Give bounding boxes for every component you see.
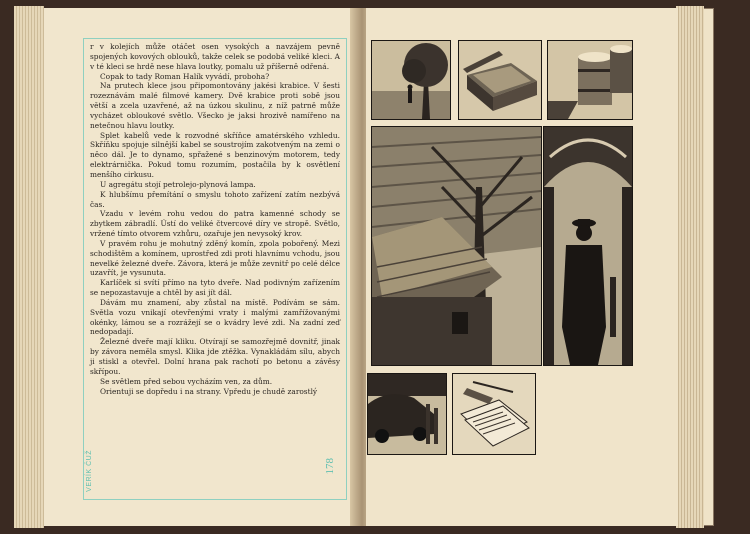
illustration-barrels-scene	[547, 40, 633, 120]
paragraph: Orientuji se dopředu i na strany. Vpředu je chudě zarostlý	[100, 386, 318, 396]
paragraph: Splet kabelů vede k rozvodné skříňce amatérského vzhledu. Skříňku spojuje silnější kabel se soustrojím zakotveným na zemi o něco dál. Je to dynamo, spřažené s benzinovým motorem, tedy elektrárnička. Pokud tomu rozumím, postačila by k osvětlení menšího cirkusu.	[90, 130, 340, 179]
paragraph: Železné dveře mají kliku. Otvírají se samozřejmě dovnitř, jinak by závora neměla smysl. Klika jde ztěžka. Vynakládám sílu, abych ji stiskl a otevřel. Dolní hrana pak rachotí po betonu a závěsy skřípou.	[90, 337, 340, 376]
illustration-storm-house-scene	[371, 126, 542, 366]
illustration-car-scene	[367, 373, 447, 455]
side-running-label: VERÍK ČUŽ	[86, 450, 93, 492]
illustration-crate-scene	[458, 40, 542, 120]
paragraph: Vzadu v levém rohu vedou do patra kamenné schody se zbytkem zábradlí. Ústí do veliké čtvercové díry ve stropě. Světlo, vržené tímto otvorem vzhůru, ozařuje jen nevysoký krov.	[90, 209, 340, 239]
illustration-tree-scene	[371, 40, 451, 120]
car-scene-picture	[368, 374, 446, 454]
illustration-silhouette-gate-scene	[543, 126, 633, 366]
paragraph: Se světlem před sebou vycházím ven, za dům.	[100, 376, 273, 386]
page-edges-right	[676, 6, 704, 528]
barrels-scene-picture	[548, 41, 632, 119]
crate-scene-picture	[459, 41, 541, 119]
silhouette-gate-scene-picture	[544, 127, 632, 365]
paragraph: Copak to tady Roman Halík vyvádí, proboha?	[100, 71, 270, 81]
paragraph: r v kolejích může otáčet osen vysokých a navzájem pevně spojených kovových oblouků, takže celek se podobá veliké kleci. A v té kleci se hrdě nese hlava loutky, pomalu už příšerně odřená.	[90, 42, 340, 71]
tree-scene-picture	[372, 41, 450, 119]
documents-scene-picture	[453, 374, 535, 454]
paragraph: V pravém rohu je mohutný zděný komín, zpola pobořený. Mezi schodištěm a komínem, uprostřed zdi proti hlavnímu vchodu, jsou nevelké železné dveře. Závora, která je může zevnitř po celé délce uzavřít, je vysunuta.	[90, 238, 340, 278]
storm-house-scene-picture	[372, 127, 541, 365]
page-edges-left	[14, 6, 44, 528]
page-number: 178	[324, 458, 336, 475]
paragraph: K hlubšímu přemítání o smyslu tohoto zařízení zatím nezbývá čas.	[90, 189, 340, 209]
paragraph: Karlíček si svítí přímo na tyto dveře. Nad podivným zařízením se nepozastavuje a chtěl by asi jít dál.	[90, 278, 340, 298]
body-text	[90, 42, 340, 396]
paragraph: U agregátu stojí petrolejo-plynová lampa.	[100, 179, 256, 189]
illustration-documents-scene	[452, 373, 536, 455]
paragraph: Na prutech klece jsou připomontovány jakési krabice. V šesti rozeznávám malé filmové kamery. Dvě krabice proti sobě jsou větší a zcela uzavřené, až na úzkou skulinu, z níž patrně může vycházet obloukové světlo. Všecko je jaksi hrozivě namířeno na netečnou hlavu loutky.	[90, 81, 340, 130]
paragraph: Dávám mu znamení, aby zůstal na místě. Podívám se sám. Světla vozu vnikají otevřenými vraty i malými zamřížovanými okénky, lámou se a rozrážejí se o kvádry levé zdi. Na zadní zeď nedopadají.	[90, 297, 340, 337]
